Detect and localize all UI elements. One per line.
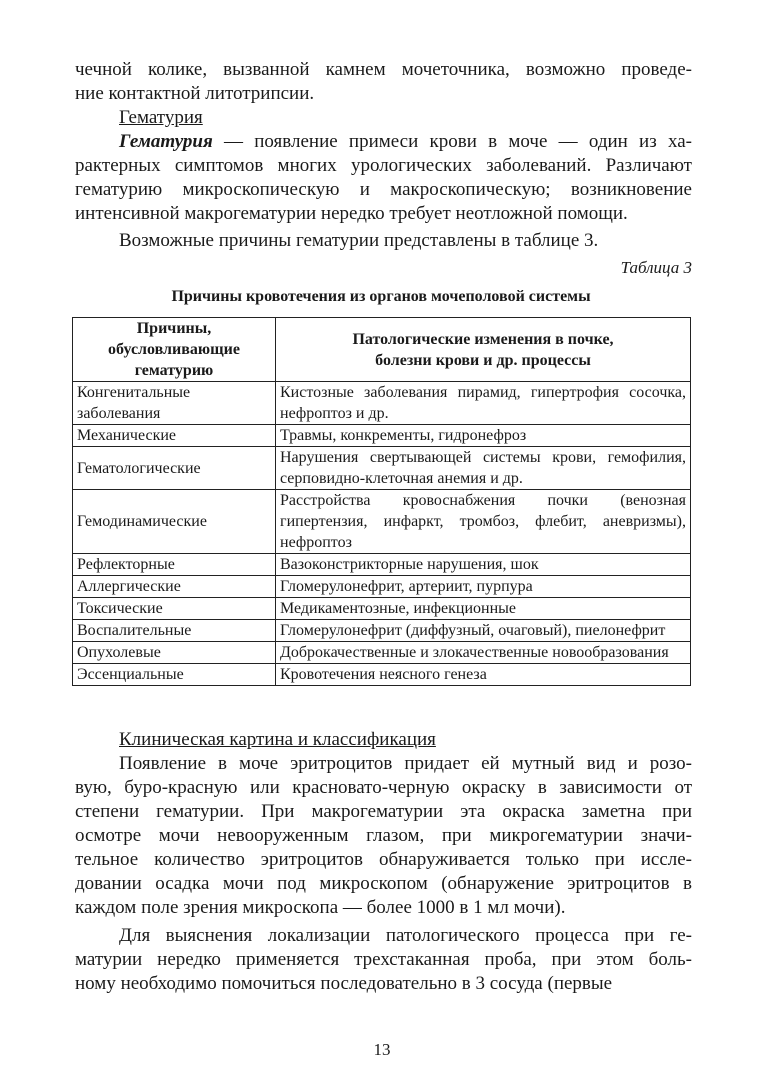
table-row bbox=[73, 490, 691, 554]
intro-paragraph bbox=[75, 58, 692, 253]
column-header: Патологические изменения в почке, болезни крови и др. процессы bbox=[276, 318, 691, 382]
cause-cell: Токсические bbox=[73, 598, 276, 620]
text-line: Возможные причины гематурии представлены в таблице 3. bbox=[119, 230, 599, 251]
pathology-cell: Доброкачественные и злокачественные новообразования bbox=[276, 642, 691, 664]
table-row bbox=[73, 664, 691, 686]
text-line: Появление в моче эритроцитов придает ей мутный вид и розо- bbox=[119, 753, 692, 774]
cause-cell: Эссенциальные bbox=[73, 664, 276, 686]
table-caption: Таблица 3 bbox=[620, 258, 692, 277]
table-row bbox=[73, 642, 691, 664]
table-row bbox=[73, 554, 691, 576]
column-header: Причины, обусловливающие гематурию bbox=[73, 318, 276, 382]
table-row bbox=[73, 620, 691, 642]
text-line: чечной колике, вызванной камнем мочеточника, возможно проведе- bbox=[75, 59, 692, 80]
table-row bbox=[73, 598, 691, 620]
text-line: осмотре мочи невооруженным глазом, при микрогематурии значи- bbox=[75, 825, 692, 846]
pathology-cell: Вазоконстрикторные нарушения, шок bbox=[276, 554, 691, 576]
text-line: каждом поле зрения микроскопа — более 1000 в 1 мл мочи). bbox=[75, 897, 566, 918]
section-heading-clinical: Клиническая картина и классификация bbox=[119, 729, 436, 750]
cause-cell: Опухолевые bbox=[73, 642, 276, 664]
page-number: 13 bbox=[373, 1040, 391, 1059]
cause-cell: Конгенитальные заболевания bbox=[73, 382, 276, 425]
table-row bbox=[73, 447, 691, 490]
causes-table bbox=[72, 317, 691, 686]
pathology-cell: Расстройства кровоснабжения почки (венозная гипертензия, инфаркт, тромбоз, флебит, аневризмы), нефроптоз bbox=[276, 490, 691, 554]
text-line: довании осадка мочи под микроскопом (обнаружение эритроцитов в bbox=[75, 873, 692, 894]
cause-cell: Аллергические bbox=[73, 576, 276, 598]
cause-cell: Гемодинамические bbox=[73, 490, 276, 554]
cause-cell: Гематологические bbox=[73, 447, 276, 490]
pathology-cell: Кровотечения неясного генеза bbox=[276, 664, 691, 686]
text-line: ние контактной литотрипсии. bbox=[75, 83, 315, 104]
term-hematuria: Гематурия bbox=[119, 131, 213, 152]
text-line: матурии нередко применяется трехстаканная проба, при этом боль- bbox=[75, 949, 692, 970]
cause-cell: Воспалительные bbox=[73, 620, 276, 642]
text-line: интенсивной макрогематурии нередко требует неотложной помощи. bbox=[75, 203, 628, 224]
table-header-row bbox=[73, 318, 691, 382]
text-span: — появление примеси крови в моче — один из ха- bbox=[212, 131, 692, 152]
text-line: Для выяснения локализации патологического процесса при ге- bbox=[119, 925, 692, 946]
text-line: рактерных симптомов многих урологических заболеваний. Различают bbox=[75, 155, 692, 176]
pathology-cell: Кистозные заболевания пирамид, гипертрофия сосочка, нефроптоз и др. bbox=[276, 382, 691, 425]
text-line: тельное количество эритроцитов обнаруживается только при иссле- bbox=[75, 849, 692, 870]
pathology-cell: Гломерулонефрит, артериит, пурпура bbox=[276, 576, 691, 598]
pathology-cell: Нарушения свертывающей системы крови, гемофилия, серповидно-клеточная анемия и др. bbox=[276, 447, 691, 490]
table-title: Причины кровотечения из органов мочеполовой системы bbox=[171, 288, 591, 305]
table-row bbox=[73, 425, 691, 447]
table-row bbox=[73, 576, 691, 598]
text-line: вую, буро-красную или красновато-черную окраску в зависимости от bbox=[75, 777, 692, 798]
table-row bbox=[73, 382, 691, 425]
cause-cell: Рефлекторные bbox=[73, 554, 276, 576]
pathology-cell: Травмы, конкременты, гидронефроз bbox=[276, 425, 691, 447]
text-line bbox=[75, 130, 692, 154]
text-line: гематурию микроскопическую и макроскопическую; возникновение bbox=[75, 179, 692, 200]
clinical-section bbox=[75, 728, 692, 996]
cause-cell: Механические bbox=[73, 425, 276, 447]
section-heading-hematuria: Гематурия bbox=[119, 107, 203, 128]
text-line: степени гематурии. При макрогематурии эта окраска заметна при bbox=[75, 801, 692, 822]
text-line: ному необходимо помочиться последовательно в 3 сосуда (первые bbox=[75, 973, 613, 994]
pathology-cell: Медикаментозные, инфекционные bbox=[276, 598, 691, 620]
pathology-cell: Гломерулонефрит (диффузный, очаговый), пиелонефрит bbox=[276, 620, 691, 642]
